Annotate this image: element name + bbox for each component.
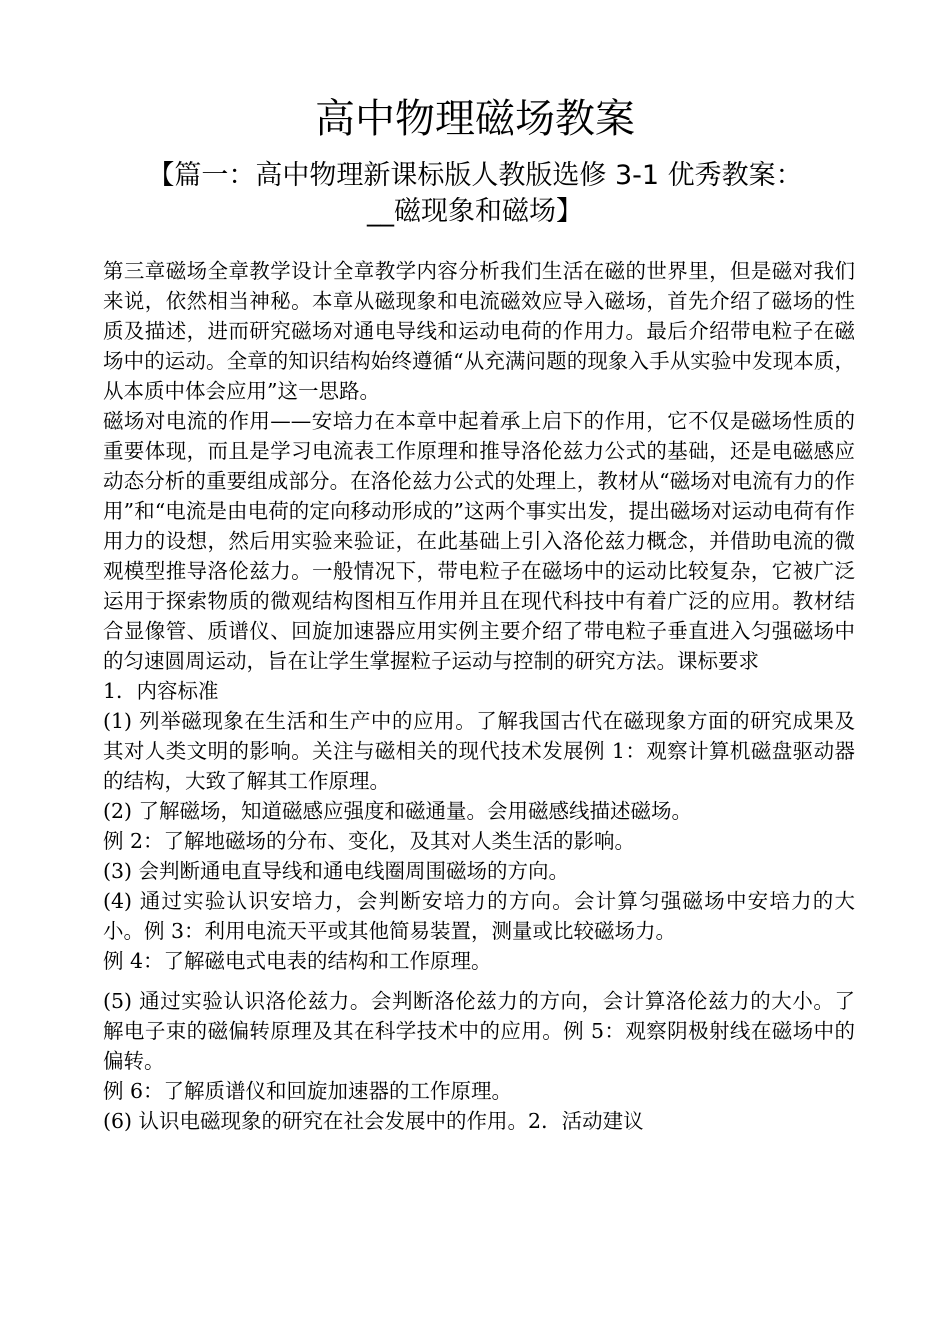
paragraph-intro: 第三章磁场全章教学设计全章教学内容分析我们生活在磁的世界里，但是磁对我们来说，依然相当神秘。本章从磁现象和电流磁效应导入磁场，首先介绍了磁场的性质及描述，进而研究磁场对通电导线和运动电荷的作用力。最后介绍带电粒子在磁场中的运动。全章的知识结构始终遵循“从充满问题的现象入手从实验中发现本质，从本质中体会应用”这一思路。 — [103, 259, 855, 403]
document-body — [103, 256, 855, 1136]
standard-item-1: (1) 列举磁现象在生活和生产中的应用。了解我国古代在磁现象方面的研究成果及其对人类文明的影响。关注与磁相关的现代技术发展例 1：观察计算机磁盘驱动器的结构，大致了解其工作原理。 — [103, 709, 855, 793]
page-title: 高中物理磁场教案 — [315, 96, 635, 142]
subtitle-line-1: 【篇一：高中物理新课标版人教版选修 3-1 优秀教案： — [147, 160, 803, 191]
standard-item-5: (5) 通过实验认识洛伦兹力。会判断洛伦兹力的方向，会计算洛伦兹力的大小。了解电子束的磁偏转原理及其在科学技术中的应用。例 5：观察阴极射线在磁场中的偏转。 — [103, 989, 855, 1073]
example-2: 例 2：了解地磁场的分布、变化，及其对人类生活的影响。 — [103, 829, 636, 853]
example-6: 例 6：了解质谱仪和回旋加速器的工作原理。 — [103, 1079, 513, 1103]
standard-item-6: (6) 认识电磁现象的研究在社会发展中的作用。2．活动建议 — [103, 1109, 644, 1133]
subtitle-line-2: __磁现象和磁场】 — [367, 196, 583, 227]
paragraph-ampere-force: 磁场对电流的作用——安培力在本章中起着承上启下的作用，它不仅是磁场性质的重要体现，而且是学习电流表工作原理和推导洛伦兹力公式的基础，还是电磁感应动态分析的重要组成部分。在洛伦兹力公式的处理上，教材从“磁场对电流有力的作用”和“电流是由电荷的定向移动形成的”这两个事实出发，提出磁场对运动电荷有作用力的设想，然后用实验来验证，在此基础上引入洛伦兹力概念，并借助电流的微观模型推导洛伦兹力。一般情况下，带电粒子在磁场中的运动比较复杂，它被广泛运用于探索物质的微观结构图相互作用并且在现代科技中有着广泛的应用。教材结合显像管、质谱仪、回旋加速器应用实例主要介绍了带电粒子垂直进入匀强磁场中的匀速圆周运动，旨在让学生掌握粒子运动与控制的研究方法。课标要求 — [103, 409, 855, 673]
document-subtitle — [60, 158, 890, 230]
standard-item-4: (4) 通过实验认识安培力，会判断安培力的方向。会计算匀强磁场中安培力的大小。例 3：利用电流天平或其他简易装置，测量或比较磁场力。 — [103, 889, 855, 943]
standard-item-2: (2) 了解磁场，知道磁感应强度和磁通量。会用磁感线描述磁场。 — [103, 799, 693, 823]
section-heading-content-standard: 1．内容标准 — [103, 679, 219, 703]
standard-item-3: (3) 会判断通电直导线和通电线圈周围磁场的方向。 — [103, 859, 570, 883]
example-4: 例 4：了解磁电式电表的结构和工作原理。 — [103, 949, 492, 973]
